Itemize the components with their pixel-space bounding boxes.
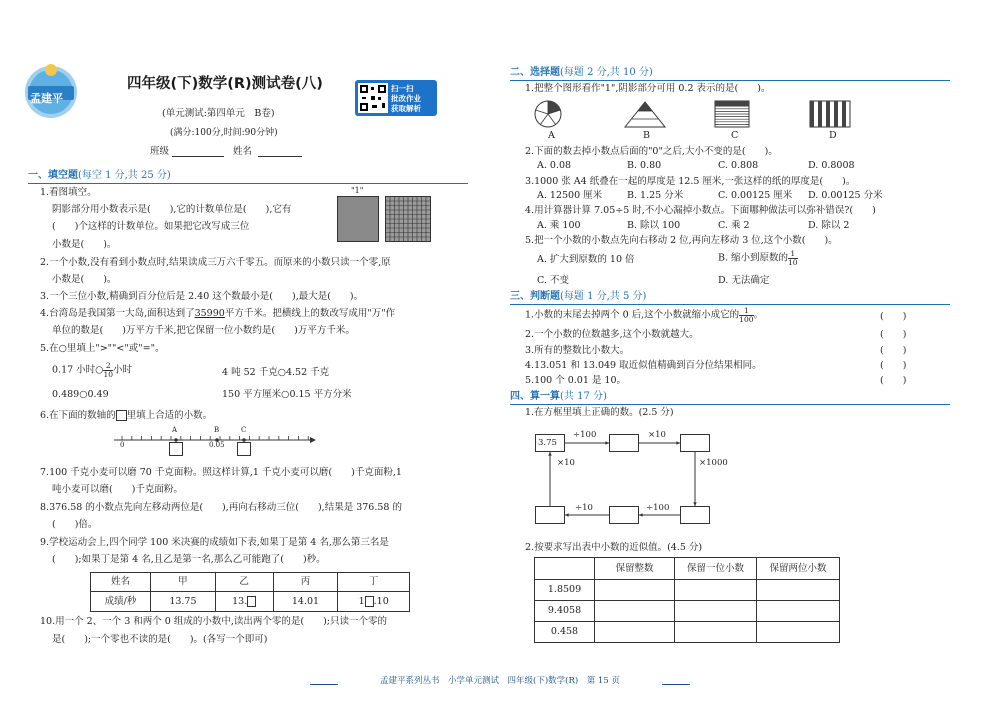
flow-arrow-head <box>639 513 643 516</box>
s3-q1-fraction <box>739 307 753 323</box>
q6-label-a: A <box>172 426 178 434</box>
s2-q3-c: C. 0.00125 厘米 <box>718 190 793 201</box>
s2-q1: 1.把整个图形看作"1",阴影部分可用 0.2 表示的是( )。 <box>525 83 771 94</box>
s3-q1-num: 1 <box>739 307 753 316</box>
q10-line2: 是( );一个零也不读的是( )。(各写一个即可) <box>52 634 268 645</box>
q5-a1-num: 2 <box>103 362 113 371</box>
q5-b1: 0.489○0.49 <box>52 389 109 400</box>
q7-line2: 吨小麦可以磨( )千克面粉。 <box>52 484 183 495</box>
q5-a1-fraction <box>103 362 113 378</box>
q9-jia-time: 13.75 <box>151 592 216 612</box>
q9-ding-text-b: .10 <box>373 595 389 607</box>
s2-q4-b: B. 除以 100 <box>627 220 681 231</box>
s4-th-3: 保留两位小数 <box>757 558 840 580</box>
s2-q2: 2.下面的数去掉小数点后面的"0"之后,大小不变的是( )。 <box>525 146 778 157</box>
q9-line1: 9.学校运动会上,四个同学 100 米决赛的成绩如下表,如果丁是第 4 名,那么第三名是 <box>40 537 389 548</box>
flow-arrow-head <box>565 513 569 516</box>
s2-q1-opt-d: D <box>829 130 837 141</box>
s2-q4-a: A. 乘 100 <box>537 220 581 231</box>
q1-line3: 小数是( )。 <box>52 239 117 250</box>
q5-a2: 4 吨 52 千克○4.52 千克 <box>222 367 330 378</box>
section4-rule <box>510 404 950 405</box>
s2-q5-b <box>718 250 798 266</box>
s4-row2-two[interactable] <box>757 601 840 622</box>
section3-note: (每题 1 分,共 5 分) <box>560 291 647 302</box>
q9-ding-box[interactable] <box>365 596 374 607</box>
section1-note: (每空 1 分,共 25 分) <box>78 170 171 181</box>
footer-rule-left <box>310 684 338 685</box>
q6-text-a: 6.在下面的数轴的 <box>40 410 116 421</box>
flow-box-4[interactable] <box>680 506 710 524</box>
s2-q5-a: A. 扩大到原数的 10 倍 <box>537 254 635 265</box>
q9-yi-text: 13. <box>232 595 248 607</box>
section1-rule <box>28 183 468 184</box>
s2-q4-c: C. 乘 2 <box>718 220 750 231</box>
q5-a1-text: 0.17 小时○ <box>52 364 104 376</box>
figure-d-bar <box>810 101 814 127</box>
section1-heading <box>28 170 171 182</box>
page-subtitle: (单元测试:第四单元 B卷) <box>162 108 275 119</box>
flow-arrow-head <box>548 452 551 456</box>
s2-q4: 4.用计算器计算 7.05÷5 时,不小心漏掉小数点。下面哪种做法可以弥补错误?( ) <box>525 205 876 216</box>
q9-th-yi: 乙 <box>215 573 273 592</box>
s2-q5-b-text: B. 缩小到原数的 <box>718 252 789 264</box>
s4-row1-int[interactable] <box>595 580 675 601</box>
qr-code-icon <box>358 83 388 113</box>
qr-caption: 扫一扫 批改作业 获取解析 <box>391 84 421 113</box>
figure-b-shade <box>638 102 652 111</box>
section3-title: 三、判断题 <box>510 291 560 302</box>
q6-zero: 0 <box>120 441 125 449</box>
q9-th-bing: 丙 <box>273 573 338 592</box>
q2-line1: 2.一个小数,没有看到小数点时,结果读成三万六千零五。而原来的小数只读一个零,原 <box>40 257 391 268</box>
footer-rule-right <box>662 684 690 685</box>
section2-title: 二、选择题 <box>510 67 560 78</box>
flow-box-2[interactable] <box>609 434 639 452</box>
s2-q4-d: D. 除以 2 <box>808 220 850 231</box>
s3-q1 <box>525 307 763 323</box>
section3-heading <box>510 291 646 303</box>
logo-text: 孟建平 <box>30 92 63 105</box>
q5-a1-unit: 小时 <box>113 364 133 376</box>
section2-rule <box>510 80 950 81</box>
q6-box-icon <box>116 410 127 421</box>
flow-box-5[interactable] <box>609 506 639 524</box>
q9-th-jia: 甲 <box>151 573 216 592</box>
q1-line1: 阴影部分用小数表示是( ),它的计数单位是( ),它有 <box>52 204 292 215</box>
page-meta: (满分:100分,时间:90分钟) <box>170 128 278 138</box>
s3-q4: 4.13.051 和 13.049 取近似值精确到百分位结果相同。 <box>525 360 762 371</box>
section4-note: (共 17 分) <box>560 391 607 402</box>
s2-q3-b: B. 1.25 分米 <box>627 190 684 201</box>
s4-row3-value: 0.458 <box>535 622 595 643</box>
section2-note: (每题 2 分,共 10 分) <box>560 67 653 78</box>
s2-q5-c: C. 不变 <box>537 275 569 286</box>
q9-th-ding: 丁 <box>338 573 410 592</box>
class-label: 班级 <box>150 146 170 157</box>
s3-q2: 2.一个小数的位数越多,这个小数就越大。 <box>525 329 699 340</box>
q9-row-label: 成绩/秒 <box>91 592 151 612</box>
figure-d-bar <box>818 101 822 127</box>
s4-th-2: 保留一位小数 <box>675 558 757 580</box>
q9-ding-text-a: 1 <box>358 595 365 607</box>
q1-line2: ( )个这样的计数单位。如果把它改写成三位 <box>52 221 250 232</box>
q9-th-name: 姓名 <box>91 573 151 592</box>
s2-q1-opt-c: C <box>731 130 739 141</box>
s2-q1-figures <box>530 99 860 131</box>
q6-label-c: C <box>241 426 247 434</box>
s3-q3: 3.所有的整数比小数大。 <box>525 345 630 356</box>
s4-th-1: 保留整数 <box>595 558 675 580</box>
figure-c-shade <box>715 101 749 106</box>
s2-q5-b-den: 10 <box>788 257 798 267</box>
flow-op-mul1000: ×1000 <box>699 458 728 468</box>
s3-q4-paren[interactable]: ( ) <box>880 360 907 371</box>
s2-q2-b: B. 0.80 <box>627 160 662 171</box>
q6-answer-box-a[interactable] <box>169 442 183 456</box>
section2-heading <box>510 67 653 79</box>
s2-q2-a: A. 0.08 <box>537 160 572 171</box>
q9-yi-time <box>215 592 273 612</box>
q4-text-a: 4.台湾岛是我国第一大岛,面积达到了 <box>40 308 195 319</box>
flow-op-div10: ÷10 <box>575 503 593 513</box>
q4-line2: 单位的数是( )万平方千米,把它保留一位小数约是( )万平方千米。 <box>52 325 355 336</box>
figure-d-bar <box>826 101 830 127</box>
s4-row1-one[interactable] <box>675 580 757 601</box>
s3-q3-paren[interactable]: ( ) <box>880 345 907 356</box>
s4-row2-one[interactable] <box>675 601 757 622</box>
q9-ding-time <box>338 592 410 612</box>
figure-d-bar <box>834 101 838 127</box>
q4-number: 35990 <box>194 308 225 319</box>
s3-q1-text: 1.小数的末尾去掉两个 0 后,这个小数就缩小成它的 <box>525 309 740 321</box>
q4-line1 <box>40 308 395 319</box>
q6-line <box>40 410 212 421</box>
s4-row2-value: 9.4058 <box>535 601 595 622</box>
name-label: 姓名 <box>233 146 253 157</box>
q2-line2: 小数是( )。 <box>52 274 117 285</box>
s3-q1-paren[interactable]: ( ) <box>880 311 907 322</box>
s2-q5-b-fraction <box>788 250 798 266</box>
q9-yi-box[interactable] <box>247 596 256 607</box>
q4-text-b: 平方千米。把横线上的数改写成用"万"作 <box>224 308 396 319</box>
page-footer: 孟建平系列丛书 小学单元测试 四年级(下)数学(R) 第 15 页 <box>380 676 620 686</box>
axis-arrow <box>310 437 316 443</box>
flow-box-3[interactable] <box>680 434 710 452</box>
q9-results-table <box>90 572 410 612</box>
s3-q1-end: 。 <box>753 309 764 321</box>
s3-q2-paren[interactable]: ( ) <box>880 329 907 340</box>
q8-line2: ( )倍。 <box>52 519 98 530</box>
s4-q1: 1.在方框里填上正确的数。(2.5 分) <box>525 407 674 418</box>
s4-approx-table <box>534 557 840 643</box>
q1-head: 1.看图填空。 <box>40 187 97 198</box>
q6-text-b: 里填上合适的小数。 <box>126 410 213 421</box>
flow-op-div100: ÷100 <box>573 430 597 440</box>
q1-shaded-square <box>337 196 379 242</box>
flow-box-6[interactable] <box>535 506 565 524</box>
q5-b2: 150 平方厘米○0.15 平方分米 <box>222 389 352 400</box>
s4-row3-two[interactable] <box>757 622 840 643</box>
class-field[interactable] <box>172 156 224 157</box>
s2-q5: 5.把一个小数的小数点先向右移动 2 位,再向左移动 3 位,这个小数( )。 <box>525 235 838 246</box>
s2-q3: 3.1000 张 A4 纸叠在一起的厚度是 12.5 厘米,一张这样的纸的厚度是( )。 <box>525 176 856 187</box>
s2-q1-opt-b: B <box>643 130 650 141</box>
flow-start-value: 3.75 <box>538 438 557 448</box>
s4-row1-value: 1.8509 <box>535 580 595 601</box>
q6-tick-label: 0.05 <box>209 441 225 449</box>
s3-q5-paren[interactable]: ( ) <box>880 375 907 386</box>
q3-line: 3.一个三位小数,精确到百分位后是 2.40 这个数最小是( ),最大是( )。 <box>40 291 364 302</box>
s3-q5: 5.100 个 0.01 是 10。 <box>525 375 627 386</box>
flow-op-mul10: ×10 <box>648 430 666 440</box>
qr-badge[interactable] <box>355 80 437 116</box>
s2-q1-opt-a: A <box>548 130 555 141</box>
s2-q2-c: C. 0.808 <box>718 160 759 171</box>
q9-bing-time: 14.01 <box>273 592 338 612</box>
q5-a1-den: 10 <box>103 369 114 379</box>
s2-q3-d: D. 0.00125 分米 <box>808 190 883 201</box>
q9-line2: ( );如果丁是第 4 名,且乙是第一名,那么乙可能跑了( )秒。 <box>52 554 326 565</box>
q8-line1: 8.376.58 的小数点先向左移动两位是( ),再向右移动三位( ),结果是 376.58 的 <box>40 502 402 513</box>
section3-rule <box>510 304 950 305</box>
name-field[interactable] <box>258 156 302 157</box>
s2-q5-b-num: 1 <box>788 250 798 259</box>
q7-line1: 7.100 千克小麦可以磨 70 千克面粉。照这样计算,1 千克小麦可以磨( )千克面粉,1 <box>40 467 402 478</box>
s3-q1-den: 100 <box>739 314 754 324</box>
s4-row3-one[interactable] <box>675 622 757 643</box>
q1-image-label: "1" <box>351 186 364 195</box>
s4-th-0 <box>535 558 595 580</box>
q10-line1: 10.用一个 2、一个 3 和两个 0 组成的小数中,读出两个零的是( );只读一个零的 <box>40 616 387 627</box>
page-title: 四年级(下)数学(R)测试卷(八) <box>127 76 323 92</box>
s2-q5-d: D. 无法确定 <box>718 275 770 286</box>
s2-q2-d: D. 0.8008 <box>808 160 855 171</box>
q6-label-b: B <box>214 426 220 434</box>
q1-hundred-grid <box>385 196 431 242</box>
s4-row2-int[interactable] <box>595 601 675 622</box>
s4-row3-int[interactable] <box>595 622 675 643</box>
flow-op-mul10-left: ×10 <box>557 458 575 468</box>
section4-title: 四、算一算 <box>510 391 560 402</box>
section1-title: 一、填空题 <box>28 170 78 181</box>
flow-start-box <box>535 434 565 452</box>
q6-answer-box-c[interactable] <box>237 442 251 456</box>
s4-row1-two[interactable] <box>757 580 840 601</box>
figure-d-bar <box>842 101 846 127</box>
q5-head: 5.在○里填上">""<"或"="。 <box>40 343 165 354</box>
section4-heading <box>510 391 607 403</box>
s4-q2: 2.按要求写出表中小数的近似值。(4.5 分) <box>525 542 703 553</box>
flow-op-div100b: ÷100 <box>646 503 670 513</box>
q5-a1 <box>52 362 132 378</box>
s2-q3-a: A. 12500 厘米 <box>537 190 603 201</box>
